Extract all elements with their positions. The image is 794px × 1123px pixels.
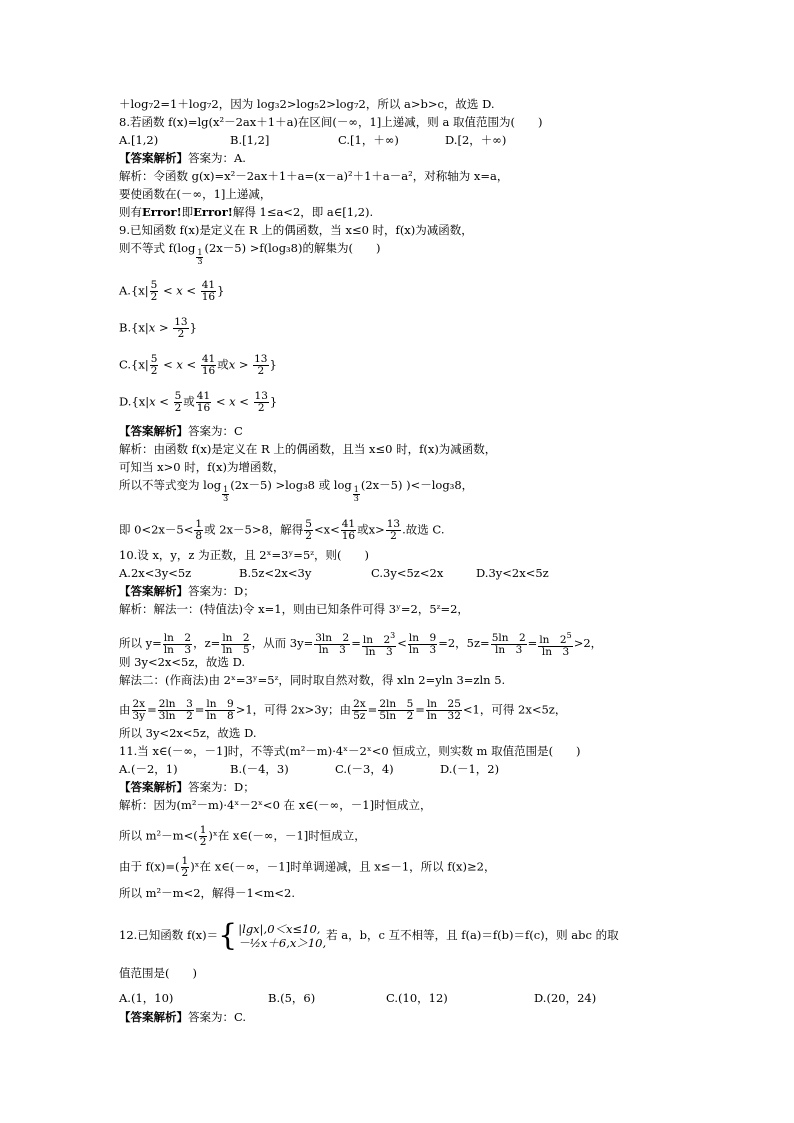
solution-text: 则有	[119, 205, 142, 219]
solution-text: <1，可得 2x<5z，	[462, 702, 567, 717]
solution-text: 由于 f(x)=(	[119, 859, 180, 874]
fraction: $\frac{2x}{3y}$	[132, 698, 146, 722]
fraction: $\frac{1}{3}$	[197, 248, 203, 266]
fraction: $\frac{\ln 2}{\ln 3}$	[163, 631, 192, 656]
solution-text: 解法二：(作商法)由 2ˣ=3ʸ=5ᶻ，同时取自然对数，得 xln 2=yln 3=zln 5.	[119, 673, 506, 687]
answer-text: 答案为：D；	[188, 780, 255, 794]
option-label: D.{x|	[119, 394, 150, 409]
question-10	[119, 548, 369, 562]
line-text: ＋log₇2=1＋log₇2，因为 log₃2>log₅2>log₇2，所以 a>b>c，故选 D.	[119, 97, 495, 111]
fraction: $\frac{2\ln 3}{3\ln 2}$	[158, 698, 193, 722]
option-b: B.[1,2]	[230, 133, 270, 147]
option-d: D.[2，＋∞)	[445, 133, 507, 147]
solution-line	[119, 856, 496, 879]
fraction: $\frac{13}{2}$	[254, 353, 268, 377]
fraction: $\frac{2\ln 5}{5\ln 2}$	[379, 698, 414, 722]
fraction: $\frac{13}{2}$	[174, 316, 188, 340]
fraction: $\frac{5}{2}$	[150, 353, 158, 377]
fraction: $\frac{3\ln 2}{\ln 3}$	[315, 631, 350, 656]
option-a: A.2x<3y<5z	[119, 566, 192, 580]
question-text: 若 a，b，c 互不相等，且 f(a)＝f(b)＝f(c)，则 abc 的取	[326, 928, 619, 942]
solution-line	[119, 825, 366, 848]
solution-line	[119, 602, 469, 616]
solution-line	[119, 655, 245, 669]
fraction: $\frac{5}{2}$	[174, 390, 182, 414]
fraction: $\frac{41}{16}$	[196, 390, 211, 414]
error-marker: Error!	[142, 205, 182, 219]
solution-line	[119, 442, 496, 456]
question-11-options	[119, 762, 499, 776]
solution-line: 所以 y= $\frac{\ln 2}{\ln 3}$ ，z= $\frac{\ln 2}{\ln 5}$ ，从而 3y= $\frac{3\ln 2}{\ln 3}$ = $\frac{\ln 2^3}{\ln 3}$ < $\frac{\ln 9}{\ln 3}$ =2，5z= $\frac{5\ln 2}{\ln 3}$ = $\frac{\ln 2^5}{\ln 3}$ >2，	[119, 631, 603, 658]
option-a: A.(1，10)	[119, 991, 174, 1005]
fraction: $\frac{13}{2}$	[254, 390, 268, 414]
fraction: $\frac{41}{16}$	[341, 518, 356, 542]
solution-line: 即 0<2x－5< $\frac{1}{8}$ 或 2x－5>8，解得 $\frac{5}{2}$ <x< $\frac{41}{16}$ 或x> $\frac{13}{2}$ .故选 C.	[119, 518, 445, 542]
option-label: C.{x|	[119, 357, 149, 372]
solution-text: ，从而 3y=	[251, 636, 314, 650]
option-label: B.{x|	[119, 320, 149, 335]
question-text: 则不等式 f(log	[119, 241, 196, 255]
question-9	[119, 241, 380, 266]
solution-text: 可知当 x>0 时，f(x)为增函数，	[119, 460, 285, 474]
solution-line	[119, 187, 271, 201]
question-12	[119, 918, 619, 953]
solution-text: 即 0<2x－5<	[119, 522, 194, 537]
option-a: A.[1,2)	[119, 133, 159, 147]
answer-tag: 【答案解析】	[119, 780, 188, 794]
fraction: $\frac{13}{2}$	[386, 518, 401, 542]
solution-line	[119, 726, 257, 740]
fraction: $\frac{41}{16}$	[201, 353, 216, 377]
question-11	[119, 744, 581, 758]
solution-text: 解析：解法一：(特值法)令 x=1，则由已知条件可得 3ʸ=2，5ᶻ=2，	[119, 602, 469, 616]
fraction: $\frac{\ln 2^3}{\ln 3}$	[362, 631, 396, 658]
option-d: D.{x|x < $\frac{5}{2}$ 或 $\frac{41}{16}$ < x < $\frac{13}{2}$ }	[119, 390, 278, 414]
solution-text: 解得 1≤a<2，即 a∈[1,2).	[232, 205, 374, 219]
question-12-options	[119, 991, 596, 1005]
fraction: $\frac{\ln 25}{\ln 32}$	[426, 698, 461, 722]
option-b: B.5z<2x<3y	[239, 566, 312, 580]
solution-text: 所以 y=	[119, 636, 162, 650]
solution-text: .故选 C.	[402, 522, 445, 537]
answer-9	[119, 424, 243, 438]
solution-text: )ˣ在 x∈(－∞，－1]时单调递减，且 x≤－1，所以 f(x)≥2，	[190, 859, 496, 874]
option-c: C.3y<5z<2x	[371, 566, 444, 580]
answer-12	[119, 1010, 246, 1024]
option-d: D.(20，24)	[534, 991, 597, 1005]
solution-text: 所以 3y<2x<5z，故选 D.	[119, 726, 257, 740]
option-label: A.{x|	[119, 283, 149, 298]
or-text: 或	[217, 357, 229, 372]
fraction: $\frac{5}{2}$	[150, 279, 158, 303]
fraction: $\frac{\ln 2^5}{\ln 3}$	[539, 631, 572, 658]
solution-text: (2x－5) >log₃8 或 log	[230, 478, 352, 492]
option-d: D.3y<2x<5z	[476, 566, 549, 580]
solution-text: 所以 m²－m<2，解得－1<m<2.	[119, 886, 295, 900]
answer-text: 答案为：D；	[188, 584, 255, 598]
piecewise-function	[238, 922, 326, 950]
answer-tag: 【答案解析】	[119, 1010, 188, 1024]
question-8-options	[119, 133, 506, 147]
solution-text: 即	[181, 205, 194, 219]
option-c: C.(10，12)	[386, 991, 448, 1005]
option-d: D.(－1，2)	[440, 762, 500, 776]
piece-2: －½x＋6,x＞10,	[238, 936, 327, 950]
fraction: $\frac{\ln 9}{\ln 3}$	[408, 631, 437, 656]
question-text: 11.当 x∈(－∞，－1]时，不等式(m²－m)·4ˣ－2ˣ<0 恒成立，则实数 m 取值范围是( )	[119, 744, 581, 758]
fraction: $\frac{5\ln 2}{\ln 3}$	[491, 631, 526, 656]
solution-text: 解析：因为(m²－m)·4ˣ－2ˣ<0 在 x∈(－∞，－1]时恒成立，	[119, 798, 432, 812]
answer-10	[119, 584, 255, 598]
answer-text: 答案为：A.	[188, 151, 246, 165]
question-9	[119, 223, 473, 237]
answer-text: 答案为：C	[188, 424, 243, 438]
solution-line: 由 $\frac{2x}{3y}$ = $\frac{2\ln 3}{3\ln 2}$ = $\frac{\ln 9}{\ln 8}$ >1，可得 2x>3y；由 $\frac{2x}{5z}$ = $\frac{2\ln 5}{5\ln 2}$ = $\frac{\ln 25}{\ln 32}$ <1，可得 2x<5z，	[119, 698, 567, 722]
solution-line	[119, 169, 508, 183]
solution-text: 所以不等式变为 log	[119, 478, 222, 492]
answer-tag: 【答案解析】	[119, 424, 188, 438]
answer-tag: 【答案解析】	[119, 584, 188, 598]
solution-text: ，z=	[193, 636, 221, 650]
fraction: $\frac{41}{16}$	[201, 279, 216, 303]
fraction: $\frac{5}{2}$	[305, 518, 312, 542]
solution-line	[119, 673, 505, 687]
solution-text: 解析：由函数 f(x)是定义在 R 上的偶函数，且当 x≤0 时，f(x)为减函数，	[119, 442, 497, 456]
solution-line	[119, 798, 432, 812]
solution-text: (2x－5) )<－log₃8，	[360, 478, 474, 492]
text-line	[119, 97, 495, 111]
question-text: 10.设 x，y，z 为正数，且 2ˣ=3ʸ=5ᶻ，则( )	[119, 548, 370, 562]
option-b: B.(－4，3)	[230, 762, 289, 776]
or-text: 或	[357, 522, 369, 537]
fraction: $\frac{\ln 9}{\ln 8}$	[206, 698, 234, 722]
fraction: $\frac{1}{2}$	[181, 855, 189, 879]
or-text: 或	[183, 394, 195, 409]
solution-text: 由	[119, 702, 131, 717]
solution-line	[119, 478, 473, 503]
fraction: $\frac{1}{2}$	[199, 824, 207, 848]
solution-line	[119, 205, 373, 219]
answer-8	[119, 151, 246, 165]
question-text: 12.已知函数 f(x)＝	[119, 928, 219, 942]
question-text: 8.若函数 f(x)=lg(x²－2ax＋1＋a)在区间(－∞，1]上递减，则 a 取值范围为( )	[119, 115, 543, 129]
question-text: 值范围是( )	[119, 966, 197, 980]
question-text: 9.已知函数 f(x)是定义在 R 上的偶函数，当 x≤0 时，f(x)为减函数，	[119, 223, 473, 237]
question-10-options	[119, 566, 549, 580]
solution-text: 或 2x－5>8，解得	[204, 522, 304, 537]
question-text: (2x－5) >f(log₃8)的解集为( )	[204, 241, 381, 255]
option-b: B.{x|x > $\frac{13}{2}$ }	[119, 316, 197, 340]
solution-text: ，5z=	[455, 636, 490, 650]
solution-text: 则 3y<2x<5z，故选 D.	[119, 655, 246, 669]
answer-text: 答案为：C.	[188, 1010, 247, 1024]
option-a: A.(－2，1)	[119, 762, 178, 776]
error-marker: Error!	[193, 205, 233, 219]
option-b: B.(5，6)	[268, 991, 316, 1005]
piece-1: |lgx|,0＜x≤10,	[238, 922, 321, 936]
question-12	[119, 966, 197, 980]
fraction: $\frac{1}{3}$	[223, 485, 229, 503]
solution-text: 所以 m²－m<(	[119, 828, 198, 843]
fraction: $\frac{2x}{5z}$	[353, 698, 366, 722]
option-c: C.{x| $\frac{5}{2}$ < x < $\frac{41}{16}$ 或x > $\frac{13}{2}$ }	[119, 353, 277, 377]
question-8	[119, 115, 542, 129]
brace-icon: {	[218, 918, 238, 953]
answer-11	[119, 780, 255, 794]
answer-tag: 【答案解析】	[119, 151, 188, 165]
fraction: $\frac{1}{8}$	[195, 518, 203, 542]
solution-text: 解析：令函数 g(x)=x²－2ax＋1＋a=(x－a)²＋1＋a－a²，对称轴为 x=a，	[119, 169, 509, 183]
option-a: A.{x| $\frac{5}{2}$ < x < $\frac{41}{16}$ }	[119, 279, 225, 303]
solution-text: >1，可得 2x>3y；由	[235, 702, 352, 717]
solution-line	[119, 460, 284, 474]
fraction: $\frac{\ln 2}{\ln 5}$	[222, 631, 250, 656]
option-c: C.(－3，4)	[335, 762, 394, 776]
fraction: $\frac{1}{3}$	[353, 485, 359, 503]
solution-text: )ˣ在 x∈(－∞，－1]时恒成立，	[208, 828, 366, 843]
solution-line	[119, 886, 295, 900]
solution-text: 要使函数在(－∞，1]上递减，	[119, 187, 272, 201]
option-c: C.[1，＋∞)	[338, 133, 399, 147]
